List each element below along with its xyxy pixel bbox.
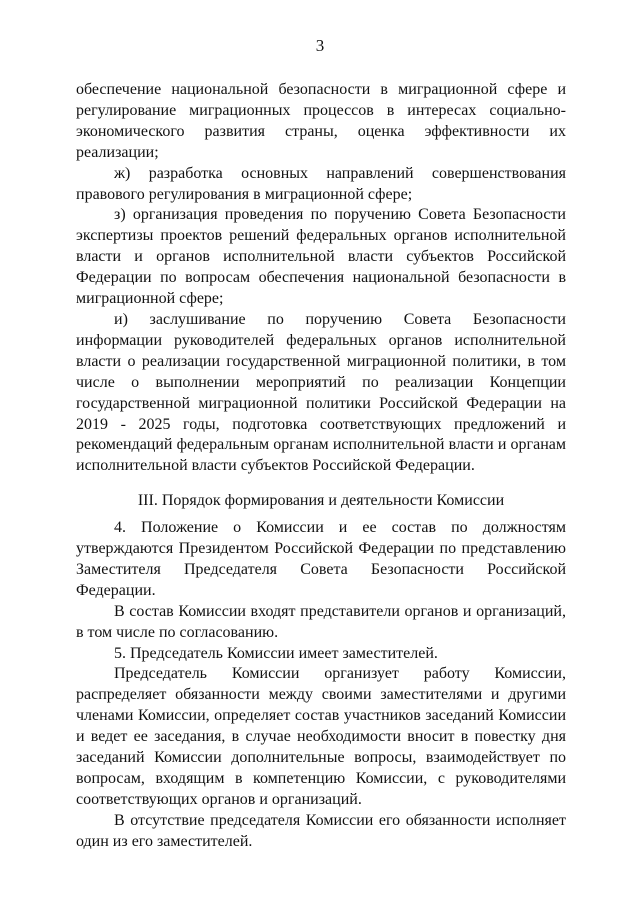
clause-5-deputy: В отсутствие председателя Комиссии его обязанности исполняет один из его заместителей. [76, 811, 566, 850]
clause-4: 4. Положение о Комиссии и ее состав по должностям утверждаются Президентом Российской Федерации по представлению Заместителя Председателя Совета Безопасности Российской Федерации. [76, 519, 566, 599]
section-heading: III. Порядок формирования и деятельности Комиссии [137, 492, 505, 510]
document-body [76, 80, 566, 853]
clause-5: 5. Председатель Комиссии имеет заместителей. [114, 644, 438, 662]
list-item-zh: ж) разработка основных направлений совершенствования правового регулирования в миграционной сфере; [76, 164, 566, 203]
clause-4-composition: В состав Комиссии входят представители органов и организаций, в том числе по согласованию. [76, 602, 566, 641]
clause-5-chair-duties: Председатель Комиссии организует работу Комиссии, распределяет обязанности между своими заместителями и другими членами Комиссии, определяет состав участников заседаний Комиссии и ведет ее заседания, в случае необходимости вносит в повестку дня заседаний Комиссии дополнительные вопросы, взаимодействует по вопросам, входящим в компетенцию Комиссии, с руководителями соответствующих органов и организаций. [76, 665, 566, 808]
page-number: 3 [315, 36, 325, 55]
list-item-i: и) заслушивание по поручению Совета Безопасности информации руководителей федеральных органов исполнительной власти о реализации государственной миграционной политики, в том числе о выполнении мероприятий по реализации Концепции государственной миграционной политики Российской Федерации на 2019 - 2025 годы, подготовка соответствующих предложений и рекомендаций федеральным органам исполнительной власти и органам исполнительной власти субъектов Российской Федерации. [76, 310, 566, 475]
list-item-z: з) организация проведения по поручению Совета Безопасности экспертизы проектов решений федеральных органов исполнительной власти и органов исполнительной власти субъектов Российской Федерации по вопросам обеспечения национальной безопасности в миграционной сфере; [76, 206, 566, 308]
paragraph-continuation: обеспечение национальной безопасности в миграционной сфере и регулирование миграционных процессов в интересах социально-экономического развития страны, оценка эффективности их реализации; [76, 81, 566, 161]
